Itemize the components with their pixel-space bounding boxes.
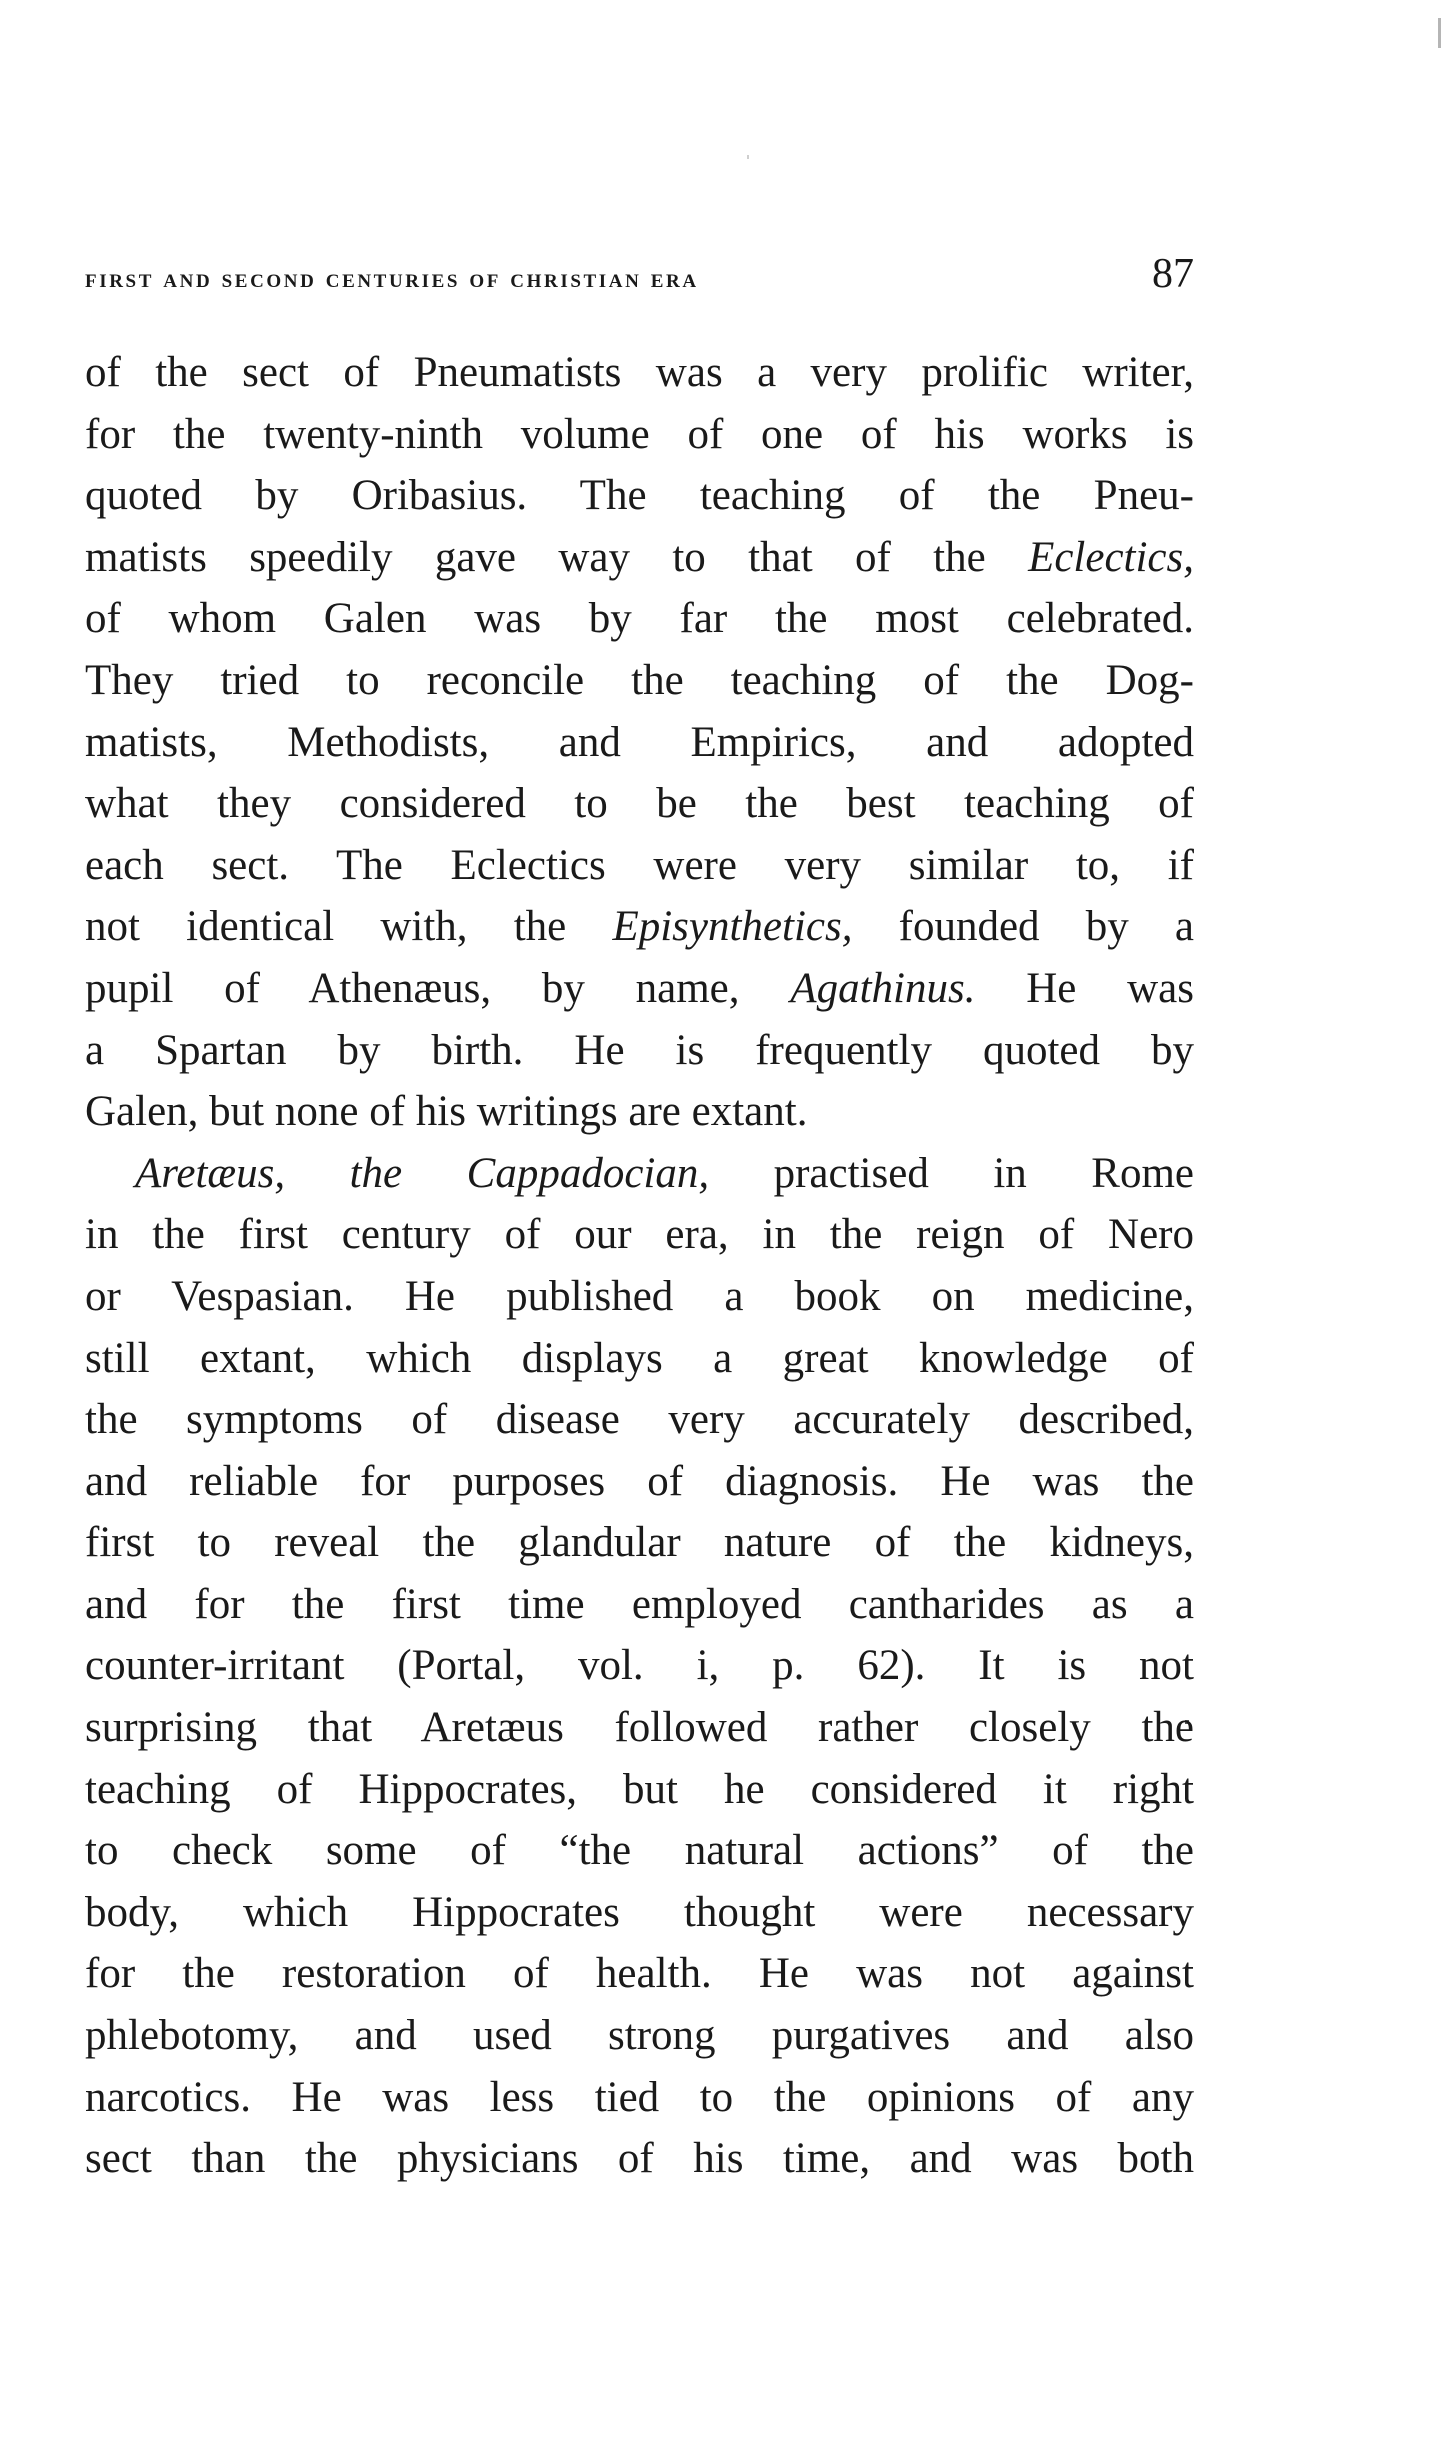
text-line — [85, 1820, 1194, 1882]
text-segment: phlebotomy, and used strong purgatives and also — [85, 2012, 1194, 2060]
text-line — [85, 1081, 1194, 1143]
text-segment: pupil of Athenæus, by name, — [85, 964, 791, 1012]
text-line — [85, 712, 1194, 774]
page-number: 87 — [1152, 251, 1194, 297]
text-line — [85, 342, 1194, 404]
running-head — [85, 250, 1194, 310]
scan-artifact — [1438, 18, 1441, 48]
text-segment: still extant, which displays a great knowledge of — [85, 1334, 1194, 1382]
italic-term: Agathinus. — [790, 964, 976, 1012]
text-line — [85, 1882, 1194, 1944]
text-segment: body, which Hippocrates thought were necessary — [85, 1888, 1194, 1936]
text-segment: each sect. The Eclectics were very similar to, if — [85, 841, 1194, 889]
text-segment: for the twenty-ninth volume of one of his works is — [85, 410, 1194, 458]
text-line — [85, 1943, 1194, 2005]
text-segment: They tried to reconcile the teaching of the Dog- — [85, 656, 1194, 704]
text-segment: not identical with, the — [85, 903, 613, 951]
text-line — [85, 1204, 1194, 1266]
italic-term: Episynthetics, — [612, 903, 853, 951]
text-line — [85, 1451, 1194, 1513]
text-segment: matists speedily gave way to that of the — [85, 533, 1029, 581]
text-line — [85, 1574, 1194, 1636]
text-segment: for the restoration of health. He was not against — [85, 1950, 1194, 1998]
paragraph — [85, 1143, 1194, 2190]
italic-term: Eclectics, — [1028, 533, 1194, 581]
text-segment: or Vespasian. He published a book on medicine, — [85, 1272, 1194, 1320]
text-line — [85, 1389, 1194, 1451]
text-segment: matists, Methodists, and Empirics, and adopted — [85, 718, 1194, 766]
text-segment: quoted by Oribasius. The teaching of the Pneu- — [85, 472, 1194, 520]
text-line — [85, 1697, 1194, 1759]
text-segment: and reliable for purposes of diagnosis. He was the — [85, 1457, 1194, 1505]
text-line — [85, 527, 1194, 589]
text-segment: He was — [975, 964, 1194, 1012]
text-line — [85, 2005, 1194, 2067]
text-line — [85, 1512, 1194, 1574]
text-line — [85, 1328, 1194, 1390]
text-line — [85, 465, 1194, 527]
running-title: first and second centuries of christian era — [85, 263, 699, 293]
text-line — [85, 835, 1194, 897]
scan-artifact — [747, 155, 749, 159]
text-segment: of whom Galen was by far the most celebrated. — [85, 595, 1194, 643]
text-line — [85, 896, 1194, 958]
text-line — [85, 773, 1194, 835]
text-segment: teaching of Hippocrates, but he considered it right — [85, 1765, 1194, 1813]
text-segment: a Spartan by birth. He is frequently quoted by — [85, 1026, 1194, 1074]
text-line — [85, 958, 1194, 1020]
text-segment: to check some of “the natural actions” of the — [85, 1827, 1194, 1875]
text-line — [85, 1266, 1194, 1328]
text-segment: practised in Rome — [709, 1149, 1194, 1197]
text-segment: sect than the physicians of his time, and was both — [85, 2135, 1194, 2183]
text-segment: Galen, but none of his writings are extant. — [85, 1088, 808, 1136]
text-segment: what they considered to be the best teaching of — [85, 780, 1194, 828]
text-segment: of the sect of Pneumatists was a very prolific writer, — [85, 349, 1194, 396]
text-segment: counter-irritant (Portal, vol. i, p. 62). It is not — [85, 1642, 1194, 1690]
text-line — [85, 404, 1194, 466]
body-text — [85, 342, 1194, 2190]
text-segment: the symptoms of disease very accurately described, — [85, 1396, 1194, 1444]
text-line — [85, 588, 1194, 650]
text-line — [85, 2067, 1194, 2129]
text-segment: surprising that Aretæus followed rather closely the — [85, 1704, 1194, 1752]
italic-term: Aretæus, the Cappadocian, — [135, 1149, 710, 1197]
text-segment: founded by a — [852, 903, 1194, 951]
text-segment: and for the first time employed cantharides as a — [85, 1580, 1194, 1628]
text-segment: first to reveal the glandular nature of the kidneys, — [85, 1519, 1194, 1567]
text-line — [85, 650, 1194, 712]
text-segment: narcotics. He was less tied to the opinions of any — [85, 2073, 1194, 2121]
text-line — [85, 1020, 1194, 1082]
text-line — [85, 1143, 1194, 1205]
text-line — [85, 1635, 1194, 1697]
text-segment: in the first century of our era, in the reign of Nero — [85, 1211, 1194, 1259]
paragraph — [85, 342, 1194, 1143]
text-line — [85, 1759, 1194, 1821]
text-line — [85, 2128, 1194, 2190]
